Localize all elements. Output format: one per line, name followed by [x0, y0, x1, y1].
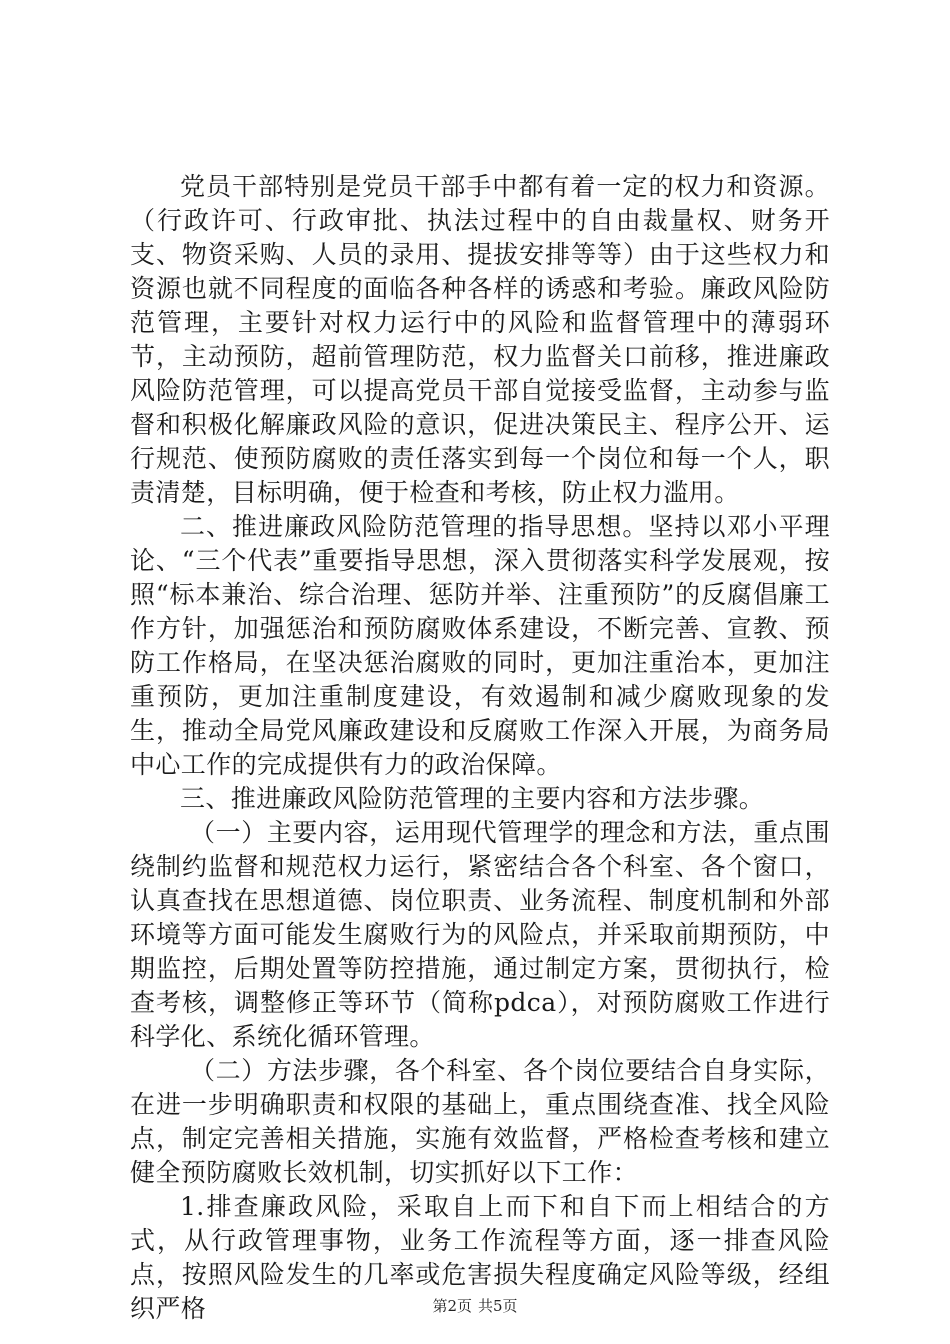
paragraph-main-content: （一）主要内容，运用现代管理学的理念和方法，重点围绕制约监督和规范权力运行，紧密结合各个科室、各个窗口，认真查找在思想道德、岗位职责、业务流程、制度机制和外部环境等方面可能发生腐败行为的风险点，并采取前期预防，中期监控，后期处置等防控措施，通过制定方案，贯彻执行，检查考核，调整修正等环节（简称pdca），对预防腐败工作进行科学化、系统化循环管理。 [130, 818, 830, 1051]
document-body [130, 170, 830, 1326]
paragraph-intro: 党员干部特别是党员干部手中都有着一定的权力和资源。（行政许可、行政审批、执法过程中的自由裁量权、财务开支、物资采购、人员的录用、提拔安排等等）由于这些权力和资源也就不同程度的面临各种各样的诱惑和考验。廉政风险防范管理，主要针对权力运行中的风险和监督管理中的薄弱环节，主动预防，超前管理防范，权力监督关口前移，推进廉政风险防范管理，可以提高党员干部自觉接受监督，主动参与监督和积极化解廉政风险的意识，促进决策民主、程序公开、运行规范、使预防腐败的责任落实到每一个岗位和每一个人，职责清楚，目标明确，便于检查和考核，防止权力滥用。 [130, 172, 830, 507]
paragraph-section-three-heading: 三、推进廉政风险防范管理的主要内容和方法步骤。 [180, 784, 765, 813]
paragraph-method-steps: （二）方法步骤，各个科室、各个岗位要结合自身实际，在进一步明确职责和权限的基础上，重点围绕查准、找全风险点，制定完善相关措施，实施有效监督，严格检查考核和建立健全预防腐败长效机制，切实抓好以下工作： [130, 1056, 830, 1187]
page-total: 共5页 [478, 1297, 518, 1315]
paragraph-guiding-principle: 二、推进廉政风险防范管理的指导思想。坚持以邓小平理论、“三个代表”重要指导思想，深入贯彻落实科学发展观，按照“标本兼治、综合治理、惩防并举、注重预防”的反腐倡廉工作方针，加强惩治和预防腐败体系建设，不断完善、宣教、预防工作格局，在坚决惩治腐败的同时，更加注重治本，更加注重预防，更加注重制度建设，有效遏制和减少腐败现象的发生，推动全局党风廉政建设和反腐败工作深入开展，为商务局中心工作的完成提供有力的政治保障。 [130, 512, 830, 779]
paragraph-risk-check: 1.排查廉政风险，采取自上而下和自下而上相结合的方式，从行政管理事物，业务工作流程等方面，逐一排查风险点，按照风险发生的几率或危害损失程度确定风险等级，经组织严格 [130, 1192, 830, 1323]
page-footer [0, 1296, 950, 1316]
page-number: 第2页 [432, 1297, 472, 1315]
